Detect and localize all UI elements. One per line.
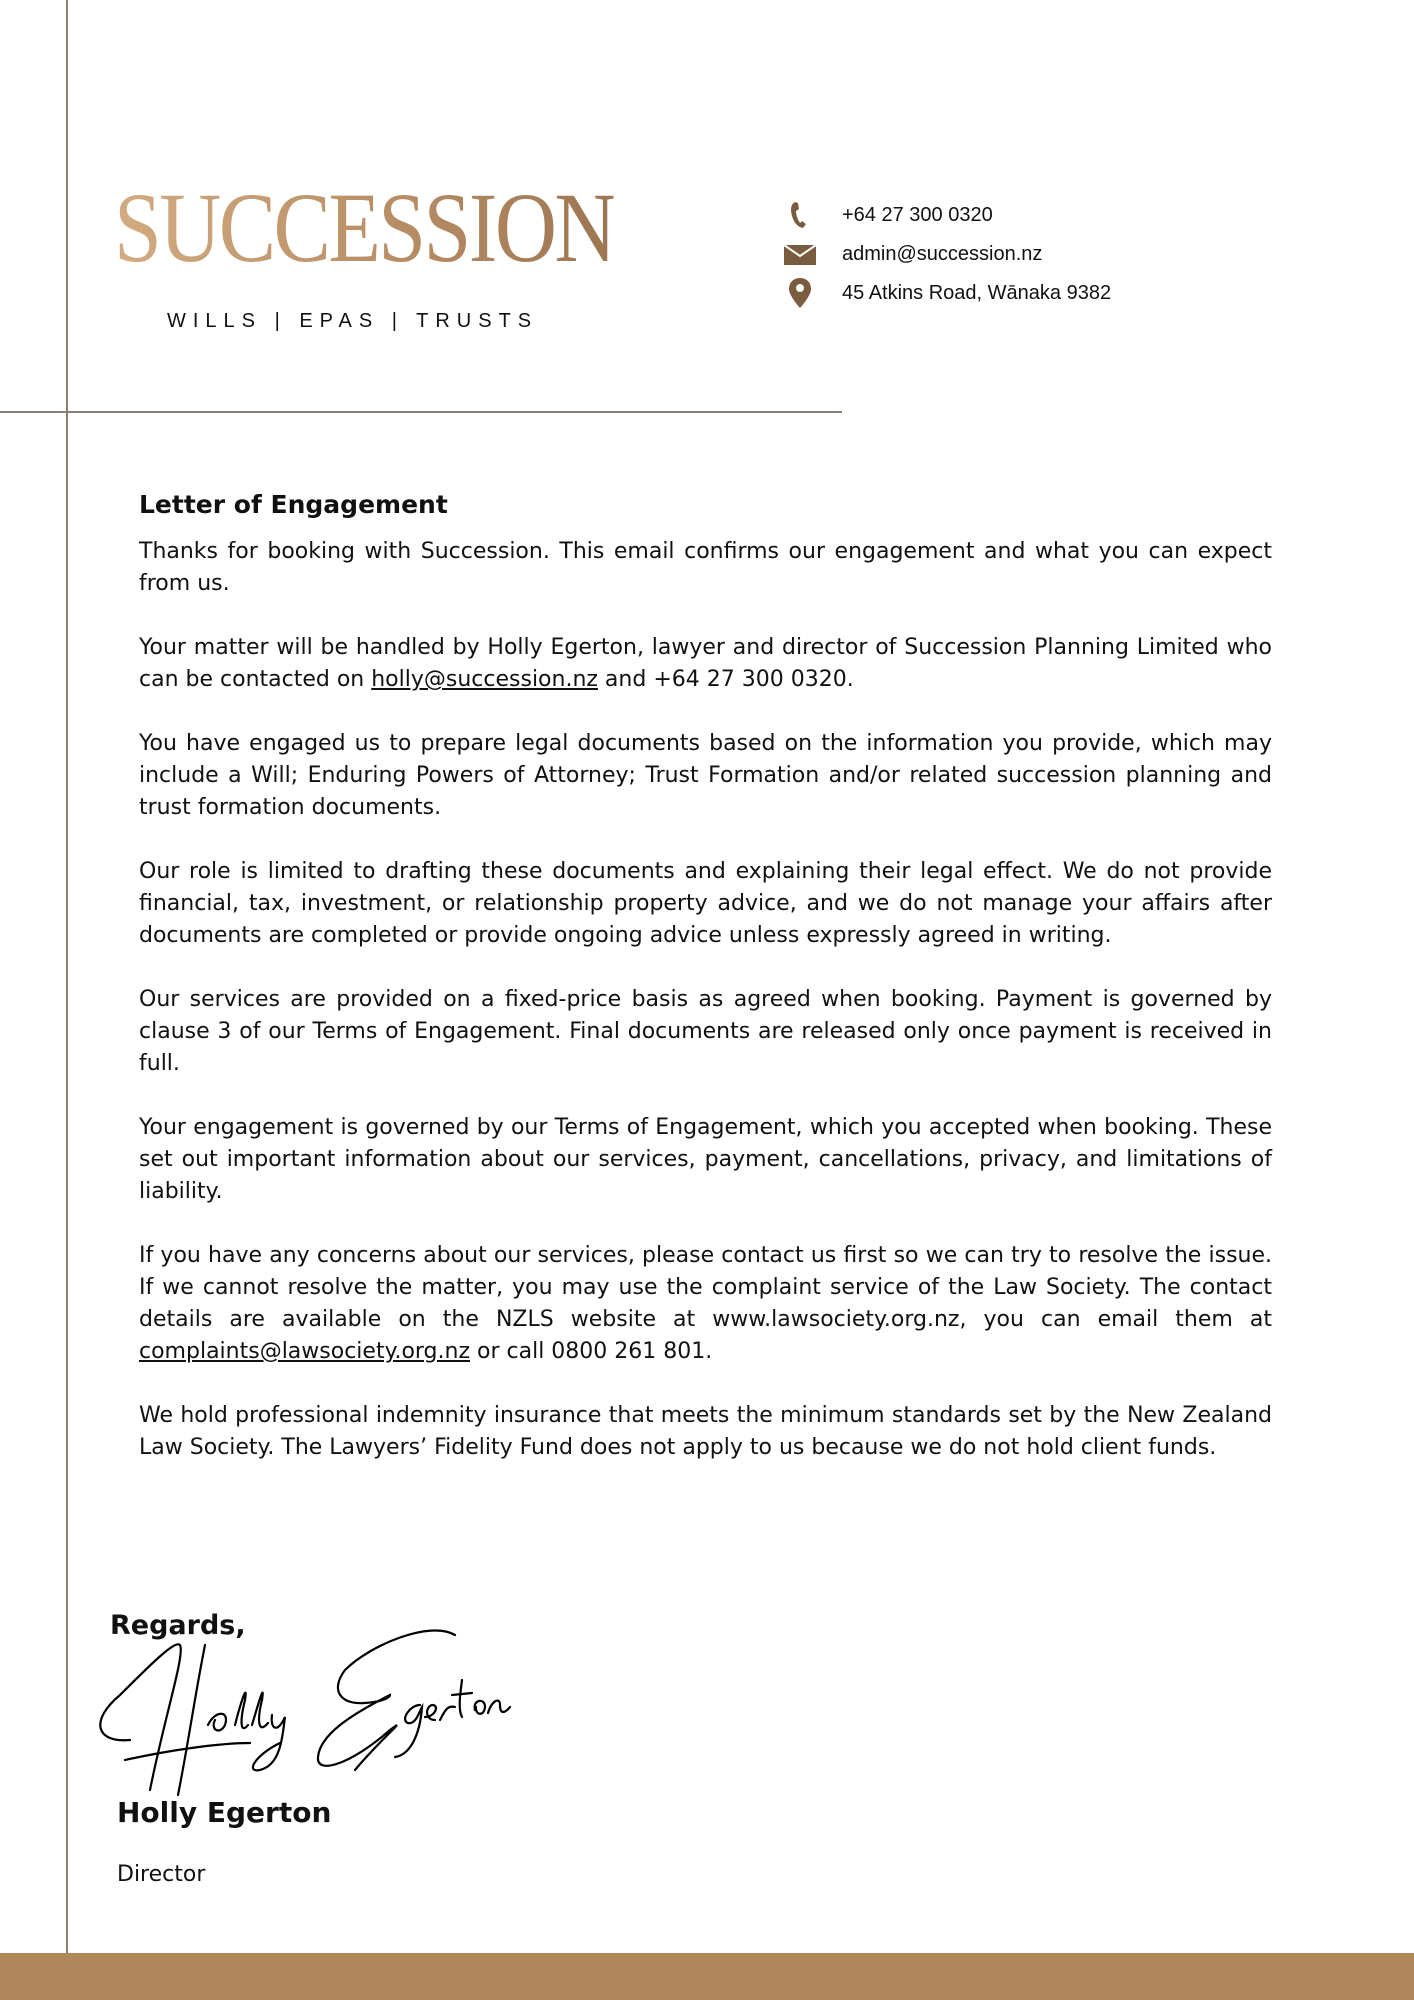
text: or call 0800 261 801. bbox=[470, 1339, 713, 1364]
logo: SUCCESSION bbox=[114, 172, 614, 283]
tagline: WILLS | EPAS | TRUSTS bbox=[167, 310, 539, 332]
paragraph bbox=[139, 1240, 1272, 1368]
envelope-icon bbox=[782, 239, 818, 269]
paragraph: You have engaged us to prepare legal documents based on the information you provide, which may include a Will; Enduring Powers of Attorney; Trust Formation and/or related succession planning and trust formation documents. bbox=[139, 731, 1272, 820]
phone-icon bbox=[782, 200, 818, 230]
paragraph: Our services are provided on a fixed-price basis as agreed when booking. Payment is governed by clause 3 of our Terms of Engagement. Final documents are released only once payment is received in full. bbox=[139, 987, 1272, 1076]
paragraph: Thanks for booking with Succession. This email confirms our engagement and what you can expect from us. bbox=[139, 539, 1272, 596]
paragraph: We hold professional indemnity insurance that meets the minimum standards set by the New Zealand Law Society. The Lawyers’ Fidelity Fund does not apply to us because we do not hold client funds. bbox=[139, 1403, 1272, 1460]
address-text: 45 Atkins Road, Wānaka 9382 bbox=[842, 281, 1112, 304]
signatory-role: Director bbox=[117, 1862, 206, 1887]
phone-text[interactable]: +64 27 300 0320 bbox=[842, 203, 993, 226]
text: If you have any concerns about our services, please contact us first so we can try to resolve the issue. If we cannot resolve the matter, you may use the complaint service of the Law Society. The contact details are available on the NZLS website at www.lawsociety.org.nz, you can email them at bbox=[139, 1243, 1272, 1332]
regards: Regards, bbox=[110, 1610, 246, 1641]
map-pin-icon bbox=[782, 278, 818, 308]
text: Your matter will be handled by Holly Egerton, lawyer and director of Succession Planning Limited who can be contacted on bbox=[139, 635, 1272, 692]
contact-email bbox=[782, 239, 1042, 269]
signatory-name: Holly Egerton bbox=[117, 1796, 332, 1829]
contact-address bbox=[782, 278, 1111, 308]
complaints-email-link[interactable]: complaints@lawsociety.org.nz bbox=[139, 1339, 471, 1364]
paragraph: Our role is limited to drafting these documents and explaining their legal effect. We do not provide financial, tax, investment, or relationship property advice, and we do not manage your affairs after documents are completed or provide ongoing advice unless expressly agreed in writing. bbox=[139, 859, 1272, 948]
text: and +64 27 300 0320. bbox=[597, 667, 854, 692]
holly-email-link[interactable]: holly@succession.nz bbox=[371, 667, 598, 692]
email-text[interactable]: admin@succession.nz bbox=[842, 242, 1043, 265]
signature bbox=[90, 1625, 570, 1805]
paragraph: Your engagement is governed by our Terms of Engagement, which you accepted when booking. These set out important information about our services, payment, cancellations, privacy, and limitations of liability. bbox=[139, 1115, 1272, 1204]
header-rule bbox=[0, 411, 842, 413]
letter-body bbox=[139, 536, 1272, 1496]
paragraph bbox=[139, 632, 1272, 696]
left-rule bbox=[66, 0, 68, 1953]
contact-phone bbox=[782, 200, 993, 230]
footer-bar bbox=[0, 1953, 1414, 2000]
letter-title: Letter of Engagement bbox=[139, 490, 448, 519]
